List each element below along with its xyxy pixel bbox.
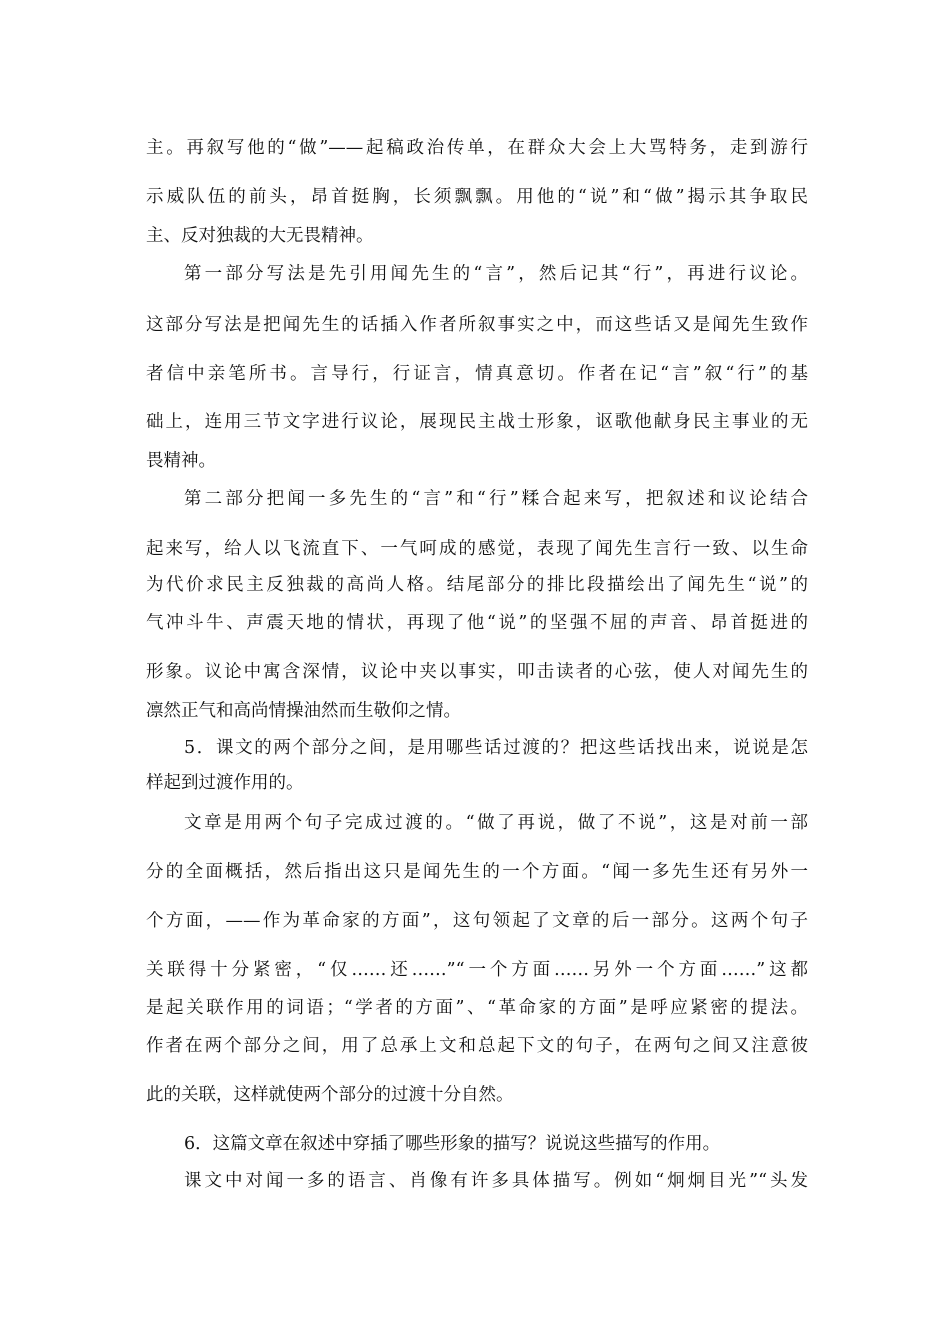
text-line: 畏精神。 (146, 451, 216, 471)
text-line: 起来写，给人以飞流直下、一气呵成的感觉，表现了闻先生言行一致、以生命 (146, 539, 808, 559)
paragraph-first-line: 课文中对闻一多的语言、肖像有许多具体描写。例如“炯炯目光”“头发 (184, 1171, 808, 1191)
text-line: 者信中亲笔所书。言导行，行证言，情真意切。作者在记“言”叙“行”的基 (146, 364, 808, 384)
paragraph-first-line: 第一部分写法是先引用闻先生的“言”，然后记其“行”，再进行议论。 (184, 264, 808, 284)
text-line: 主。再叙写他的“做”——起稿政治传单，在群众大会上大骂特务，走到游行 (146, 138, 808, 158)
text-line: 这部分写法是把闻先生的话插入作者所叙事实之中，而这些话又是闻先生致作 (146, 315, 808, 335)
text-line: 此的关联，这样就使两个部分的过渡十分自然。 (146, 1085, 514, 1105)
text-line: 作者在两个部分之间，用了总承上文和总起下文的句子，在两句之间又注意彼 (146, 1036, 808, 1056)
text-line: 关联得十分紧密，“仅……还……”“一个方面……另外一个方面……”这都 (146, 960, 808, 980)
question-6: 6．这篇文章在叙述中穿插了哪些形象的描写？说说这些描写的作用。 (184, 1134, 721, 1154)
question-5: 5．课文的两个部分之间，是用哪些话过渡的？把这些话找出来，说说是怎 (184, 738, 808, 758)
text-line: 气冲斗牛、声震天地的情状，再现了他“说”的坚强不屈的声音、昂首挺进的 (146, 613, 808, 633)
text-line: 础上，连用三节文字进行议论，展现民主战士形象，讴歌他献身民主事业的无 (146, 412, 808, 432)
text-line: 分的全面概括，然后指出这只是闻先生的一个方面。“闻一多先生还有另外一 (146, 862, 808, 882)
text-line: 形象。议论中寓含深情，议论中夹以事实，叩击读者的心弦，使人对闻先生的 (146, 662, 808, 682)
text-line: 主、反对独裁的大无畏精神。 (146, 226, 374, 246)
text-line: 是起关联作用的词语；“学者的方面”、“革命家的方面”是呼应紧密的提法。 (146, 998, 808, 1018)
text-line: 凛然正气和高尚情操油然而生敬仰之情。 (146, 701, 461, 721)
paragraph-first-line: 文章是用两个句子完成过渡的。“做了再说，做了不说”，这是对前一部 (184, 813, 808, 833)
text-line: 个方面，——作为革命家的方面”，这句领起了文章的后一部分。这两个句子 (146, 911, 808, 931)
text-line: 为代价求民主反独裁的高尚人格。结尾部分的排比段描绘出了闻先生“说”的 (146, 575, 808, 595)
text-line: 样起到过渡作用的。 (146, 773, 304, 793)
paragraph-first-line: 第二部分把闻一多先生的“言”和“行”糅合起来写，把叙述和议论结合 (184, 489, 808, 509)
text-line: 示威队伍的前头，昂首挺胸，长须飘飘。用他的“说”和“做”揭示其争取民 (146, 187, 808, 207)
